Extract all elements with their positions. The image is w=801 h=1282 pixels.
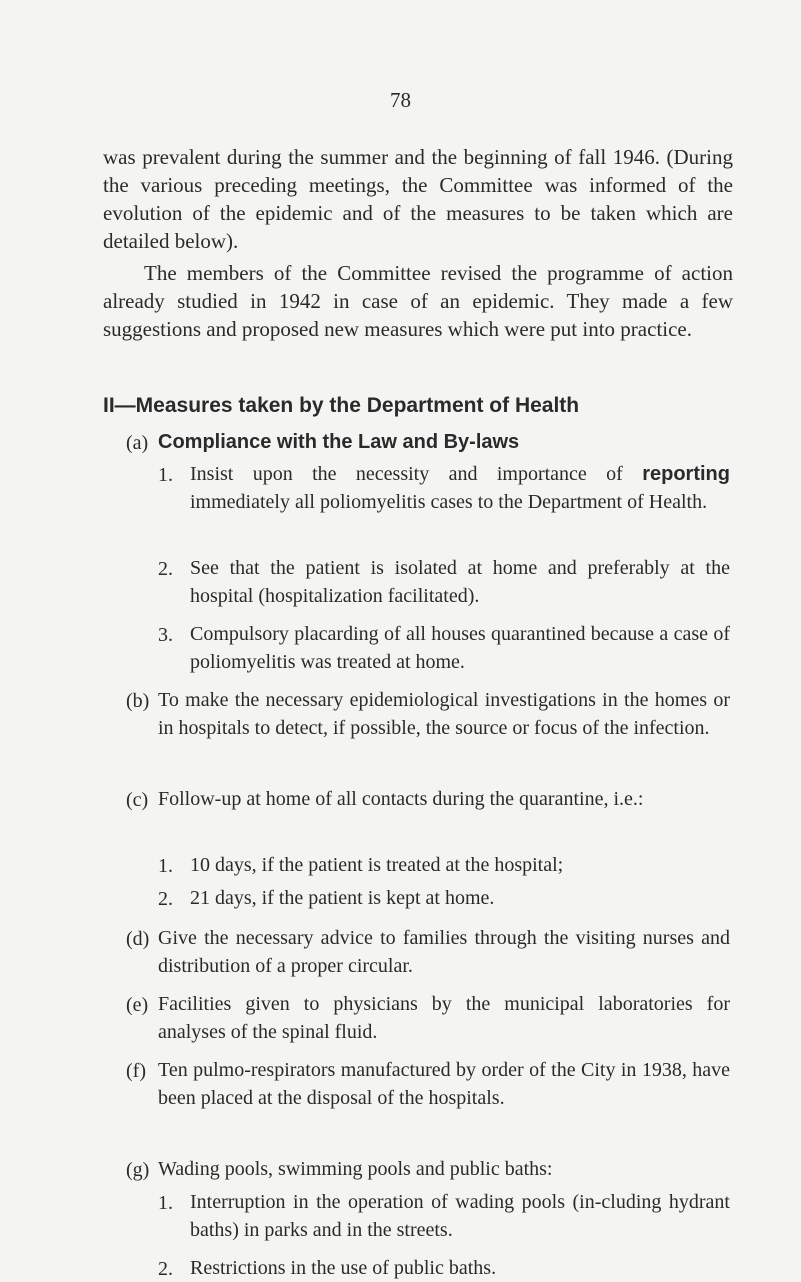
item-c2-text: 21 days, if the patient is kept at home. — [190, 887, 495, 909]
item-c-label: (c) — [126, 789, 149, 811]
item-c1-number: 1. — [158, 855, 173, 877]
section-heading: II—Measures taken by the Department of Health — [103, 394, 580, 417]
item-g1-text: Interruption in the operation of wading pools (in-cluding hydrant baths) in parks and in the streets. — [190, 1191, 730, 1241]
item-d-label: (d) — [126, 928, 150, 950]
item-g-label: (g) — [126, 1159, 150, 1181]
item-a3-number: 3. — [158, 624, 173, 646]
item-a2-text: See that the patient is isolated at home and preferably at the hospital (hospitalization facilitated). — [190, 557, 730, 607]
item-e-text: Facilities given to physicians by the municipal laboratories for analyses of the spinal fluid. — [158, 993, 730, 1043]
item-c2-number: 2. — [158, 888, 173, 910]
intro-paragraph: was prevalent during the summer and the beginning of fall 1946. (During the various preceding meetings, the Committee was informed of the evolution of the epidemic and of the measures to be taken which are detailed below). — [103, 145, 733, 253]
item-c1-text: 10 days, if the patient is treated at the hospital; — [190, 854, 564, 876]
item-a1-number: 1. — [158, 464, 173, 486]
page-number: 78 — [390, 88, 411, 112]
item-g-text: Wading pools, swimming pools and public baths: — [158, 1158, 553, 1180]
item-d-text: Give the necessary advice to families through the visiting nurses and distribution of a proper circular. — [158, 927, 730, 977]
second-paragraph: The members of the Committee revised the programme of action already studied in 1942 in case of an epidemic. They made a few suggestions and proposed new measures which were put into practice. — [103, 261, 733, 341]
item-f-label: (f) — [126, 1060, 146, 1082]
item-a1-text — [190, 460, 730, 516]
item-a2-number: 2. — [158, 558, 173, 580]
item-g2-text: Restrictions in the use of public baths. — [190, 1257, 497, 1279]
item-b-text: To make the necessary epidemiological investigations in the homes or in hospitals to detect, if possible, the source or focus of the infection. — [158, 689, 730, 739]
item-a1-text-after: immediately all poliomyelitis cases to the Department of Health. — [190, 491, 708, 513]
item-g2-number: 2. — [158, 1258, 173, 1280]
item-a3-text: Compulsory placarding of all houses quarantined because a case of poliomyelitis was treated at home. — [190, 623, 730, 673]
item-a-title: Compliance with the Law and By-laws — [158, 431, 520, 453]
item-f-text: Ten pulmo-respirators manufactured by order of the City in 1938, have been placed at the disposal of the hospitals. — [158, 1059, 730, 1109]
item-a1-bold: reporting — [642, 463, 730, 485]
item-b-label: (b) — [126, 690, 150, 712]
item-a-label: (a) — [126, 432, 149, 454]
item-g1-number: 1. — [158, 1192, 173, 1214]
item-e-label: (e) — [126, 994, 149, 1016]
item-c-text: Follow-up at home of all contacts during the quarantine, i.e.: — [158, 788, 644, 810]
item-a1-text-before: Insist upon the necessity and importance of — [190, 463, 643, 485]
